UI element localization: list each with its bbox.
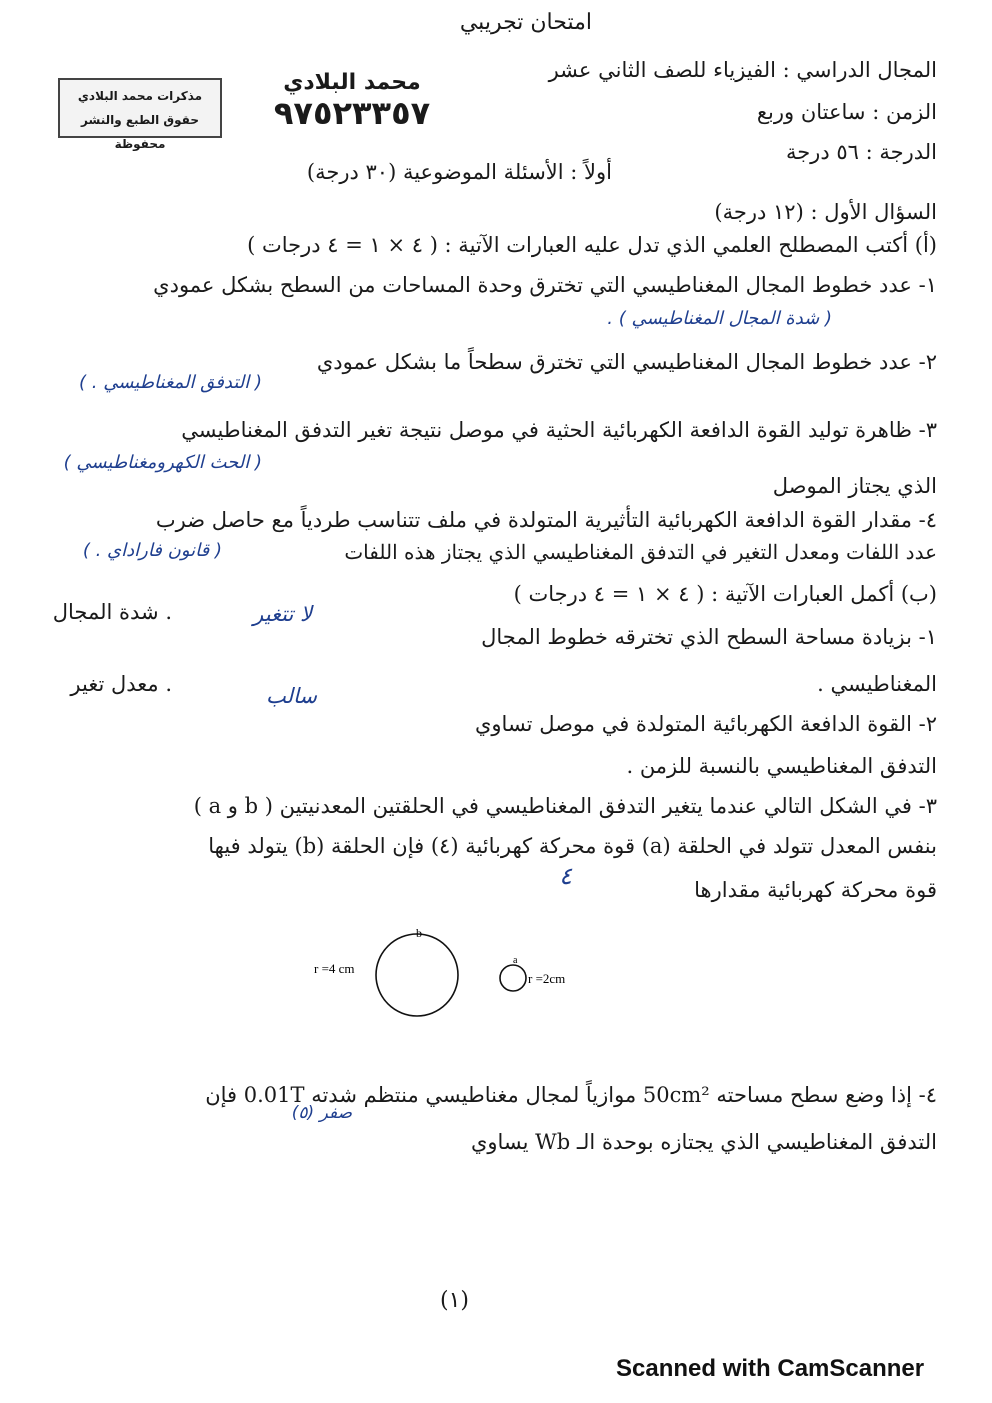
part-a-answer-3: ( الحث الكهرومغناطيسي )	[63, 452, 262, 473]
part-a-answer-2: ( التدفق المغناطيسي . )	[79, 372, 262, 393]
question-1-title: السؤال الأول : (١٢ درجة)	[714, 200, 937, 224]
stamp-line-1: مذكرات محمد البلادي	[77, 89, 203, 103]
subject-line: المجال الدراسي : الفيزياء للصف الثاني عشر	[548, 58, 937, 82]
part-a-item-3-cont: الذي يجتاز الموصل	[772, 474, 937, 498]
part-a-item-2: ٢- عدد خطوط المجال المغناطيسي التي تخترق سطحاً ما بشكل عمودي	[316, 350, 937, 374]
part-b-item-4-cont: التدفق المغناطيسي الذي يجتازه بوحدة الـ Wb يساوي	[470, 1130, 937, 1154]
part-b-prompt: (ب) أكمل العبارات الآتية : ( ٤ × ١ = ٤ درجات )	[513, 582, 937, 606]
part-b-answer-1: لا تتغير	[253, 602, 312, 626]
part-b-item-3-cont: بنفس المعدل تتولد في الحلقة (a) قوة محركة كهربائية (٤) فإن الحلقة (b) يتولد فيها	[208, 834, 937, 858]
ring-b-label: b	[416, 926, 422, 940]
part-a-item-4-cont: عدد اللفات ومعدل التغير في التدفق المغناطيسي الذي يجتاز هذه اللفات	[344, 540, 937, 564]
part-a-item-4: ٤- مقدار القوة الدافعة الكهربائية التأثيرية المتولدة في ملف تتناسب طردياً مع حاصل ضرب	[155, 508, 937, 532]
part-b-item-2-cont: التدفق المغناطيسي بالنسبة للزمن .	[626, 754, 937, 778]
ring-a	[500, 965, 526, 991]
part-b-answer-2: سالب	[265, 684, 317, 708]
part-b-item-3: ٣- في الشكل التالي عندما يتغير التدفق المغناطيسي في الحلقتين المعدنيتين ( b و a )	[193, 794, 937, 818]
part-b-item-1: ١- بزيادة مساحة السطح الذي تخترقه خطوط المجال	[481, 625, 937, 649]
grade-line: الدرجة : ٥٦ درجة	[785, 140, 937, 164]
time-line: الزمن : ساعتان وربع	[756, 100, 937, 124]
stamp-line-2: حقوق الطبع والنشر محفوظة	[81, 113, 199, 151]
part-a-item-1: ١- عدد خطوط المجال المغناطيسي التي تخترق وحدة المساحات من السطح بشكل عمودي	[153, 273, 937, 297]
copyright-stamp	[58, 78, 222, 151]
part-b-item-4: ٤- إذا وضع سطح مساحته 50cm² موازياً لمجال مغناطيسي منتظم شدته 0.01T فإن	[205, 1083, 937, 1107]
part-a-item-3: ٣- ظاهرة توليد القوة الدافعة الكهربائية الحثية في موصل نتيجة تغير التدفق المغناطيسي	[181, 418, 937, 442]
scanner-watermark: Scanned with CamScanner	[616, 1355, 925, 1382]
part-b-item-1-cont: المغناطيسي .	[817, 672, 937, 696]
part-b-item-2: ٢- القوة الدافعة الكهربائية المتولدة في موصل تساوي	[474, 712, 937, 736]
page-number: (١)	[440, 1288, 470, 1313]
part-b-item-2-after: . معدل تغير	[70, 672, 172, 696]
author-name: محمد البلادي	[283, 70, 421, 95]
part-a-answer-1: ( شدة المجال المغناطيسي ) .	[607, 308, 832, 329]
author-phone: ٩٧٥٢٣٣٥٧	[273, 94, 431, 132]
part-b-answer-4: صفر (٥)	[291, 1103, 352, 1123]
rings-figure	[300, 925, 620, 1035]
ring-a-label: a	[513, 955, 518, 966]
ring-b-radius: r =4 cm	[314, 961, 355, 976]
part-a-answer-4: ( قانون فاراداي . )	[82, 540, 222, 561]
exam-title: امتحان تجريبي	[459, 10, 592, 35]
part-b-item-1-after: . شدة المجال	[52, 600, 172, 624]
section-title: أولاً : الأسئلة الموضوعية (٣٠ درجة)	[306, 160, 612, 184]
part-b-answer-3: ٤	[559, 862, 572, 890]
ring-b	[376, 934, 458, 1016]
author-block	[262, 70, 442, 131]
ring-a-radius: r =2cm	[528, 971, 566, 986]
part-b-item-3-cont2: قوة محركة كهربائية مقدارها	[694, 878, 937, 902]
part-a-prompt: (أ) أكتب المصطلح العلمي الذي تدل عليه العبارات الآتية : ( ٤ × ١ = ٤ درجات )	[247, 233, 937, 257]
